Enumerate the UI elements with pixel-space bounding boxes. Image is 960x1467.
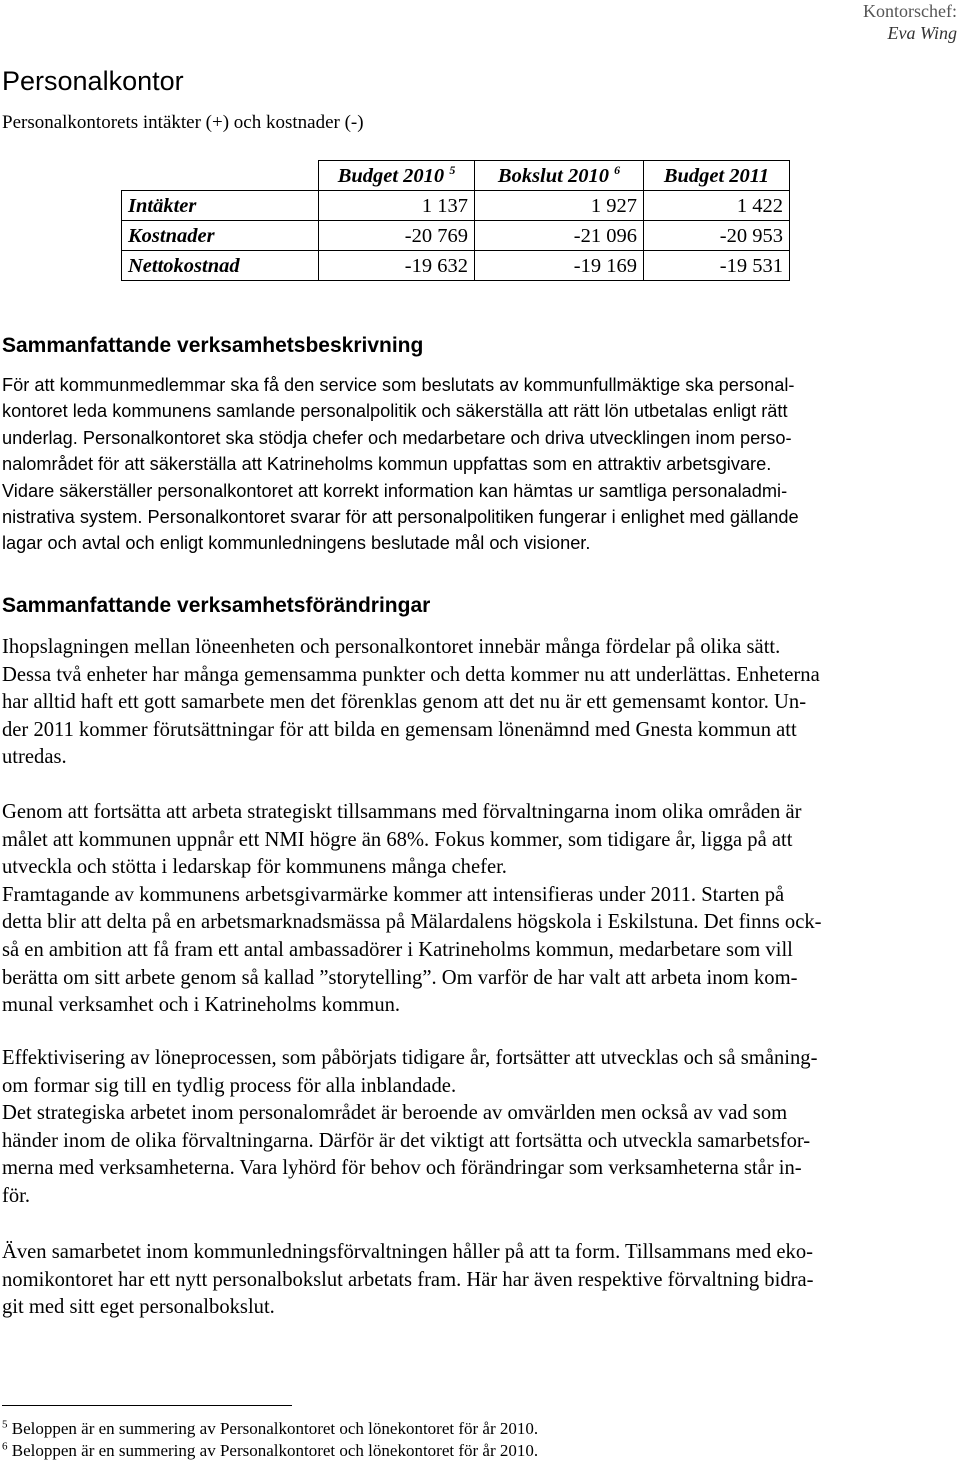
text-line: händer inom de olika förvaltningarna. Därför är det viktigt att fortsätta och utveckla samarbetsfor- (2, 1129, 811, 1152)
footnote-6 (2, 1440, 538, 1462)
text-line: För att kommunmedlemmar ska få den service som beslutats av kommunfullmäktige ska personal- (2, 375, 795, 395)
office-head-block (863, 0, 957, 44)
text-line: Ihopslagningen mellan löneenheten och personalkontoret innebär många fördelar på olika sätt. (2, 636, 781, 658)
text-line: målet att kommunen uppnår ett NMI högre än 68%. Fokus kommer, som tidigare år, ligga på att (2, 828, 793, 851)
text-line: nistrativa system. Personalkontoret svarar för att personalpolitiken fungerar i enlighet med gällande (2, 507, 799, 528)
table-cell: 1 422 (644, 191, 790, 221)
row-label: Nettokostnad (122, 251, 319, 281)
footnote-divider (2, 1405, 292, 1406)
column-header-budget-2011: Budget 2011 (644, 161, 790, 191)
text-line: Effektivisering av löneprocessen, som påbörjats tidigare år, fortsätter att utvecklas och så småning- (2, 1047, 818, 1069)
text-line: har alltid haft ett gott samarbete men det förenklas genom att det nu är ett gemensamt kontor. Un- (2, 691, 807, 714)
page-title: Personalkontor (2, 66, 184, 96)
office-head-role: Kontorschef: (863, 1, 957, 21)
section-heading-changes: Sammanfattande verksamhetsförändringar (2, 594, 431, 617)
table-row-intakter (122, 191, 790, 221)
column-header-budget-2010: Budget 2010 $^5$ (319, 161, 475, 191)
text-line: nalområdet för att säkerställa att Katrineholms kommun uppfattas som en attraktiv arbetsgivare. (2, 454, 772, 475)
budget-table (121, 160, 790, 281)
footnote-5 (2, 1418, 538, 1440)
table-row-nettokostnad (122, 251, 790, 281)
table-cell: 1 137 (319, 191, 475, 221)
column-header-bokslut-2010: Bokslut 2010 $^6$ (475, 161, 644, 191)
text-line: lagar och avtal och enligt kommunledningens beslutade mål och visioner. (2, 533, 591, 554)
text-line: utveckla och stötta i ledarskap för kommunens många chefer. (2, 856, 507, 879)
text-line: Även samarbetet inom kommunledningsförvaltningen håller på att ta form. Tillsammans med eko- (2, 1241, 813, 1263)
paragraph-changes-4 (2, 1239, 958, 1322)
office-head-name: Eva Wing (887, 23, 957, 43)
footnote-text: Beloppen är en summering av Personalkontoret och lönekontoret för år 2010. (11, 1441, 539, 1460)
text-line: berätta om sitt arbete genom så kallad ”storytelling”. Om varför de har valt att arbeta inom kom- (2, 966, 798, 989)
table-cell: -19 531 (644, 251, 790, 281)
table-cell: -21 096 (475, 221, 644, 251)
footnote-text: Beloppen är en summering av Personalkontoret och lönekontoret för år 2010. (11, 1419, 539, 1438)
paragraph-description (2, 372, 958, 557)
text-line: merna med verksamheterna. Vara lyhörd för behov och förändringar som verksamheterna står in- (2, 1157, 802, 1180)
text-line: så en ambition att få fram ett antal ambassadörer i Katrineholms kommun, medarbetare som vill (2, 938, 793, 961)
footnote-number: 5 (2, 1418, 8, 1431)
paragraph-changes-1 (2, 634, 958, 772)
budget-table-header-row (122, 161, 790, 191)
footnote-ref-5: 5 (449, 162, 456, 177)
text-line: Vidare säkerställer personalkontoret att korrekt information kan hämtas ur samtliga personaladmi- (2, 480, 788, 501)
footnote-number: 6 (2, 1440, 8, 1453)
text-line: Genom att fortsätta att arbeta strategiskt tillsammans med förvaltningarna inom olika områden är (2, 801, 802, 823)
footnote-ref-6: 6 (614, 162, 621, 177)
paragraph-changes-3 (2, 1045, 958, 1211)
text-line: git med sitt eget personalbokslut. (2, 1296, 275, 1319)
row-label: Intäkter (122, 191, 319, 221)
text-line: nomikontoret har ett nytt personalbokslut arbetats fram. Här har även respektive förvaltning bidra- (2, 1268, 814, 1291)
table-cell: -19 169 (475, 251, 644, 281)
text-line: kontoret leda kommunens samlande personalpolitik och säkerställa att rätt lön utbetalas enligt rätt (2, 401, 788, 422)
text-line: för. (2, 1184, 31, 1207)
budget-table-corner (122, 161, 319, 191)
text-line: underlag. Personalkontoret ska stödja chefer och medarbetare och driva utvecklingen inom perso- (2, 427, 792, 448)
text-line: der 2011 kommer förutsättningar för att bilda en gemensam lönenämnd med Gnesta kommun att (2, 718, 797, 741)
text-line: munal verksamhet och i Katrineholms kommun. (2, 994, 401, 1017)
section-heading-description: Sammanfattande verksamhetsbeskrivning (2, 334, 424, 357)
table-cell: -20 953 (644, 221, 790, 251)
text-line: Det strategiska arbetet inom personalområdet är beroende av omvärlden men också av vad som (2, 1102, 788, 1125)
row-label: Kostnader (122, 221, 319, 251)
paragraph-changes-2 (2, 799, 958, 1020)
table-cell: -19 632 (319, 251, 475, 281)
table-cell: -20 769 (319, 221, 475, 251)
page-subtitle: Personalkontorets intäkter (+) och kostnader (-) (2, 112, 364, 133)
text-line: Framtagande av kommunens arbetsgivarmärke kommer att intensifieras under 2011. Starten på (2, 883, 785, 906)
table-cell: 1 927 (475, 191, 644, 221)
text-line: Dessa två enheter har många gemensamma punkter och detta kommer nu att underlättas. Enheterna (2, 663, 820, 686)
text-line: detta blir att delta på en arbetsmarknadsmässa på Mälardalens högskola i Eskilstuna. Det finns ock- (2, 911, 822, 934)
text-line: utredas. (2, 746, 67, 769)
table-row-kostnader (122, 221, 790, 251)
text-line: om formar sig till en tydlig process för alla inblandade. (2, 1074, 457, 1097)
